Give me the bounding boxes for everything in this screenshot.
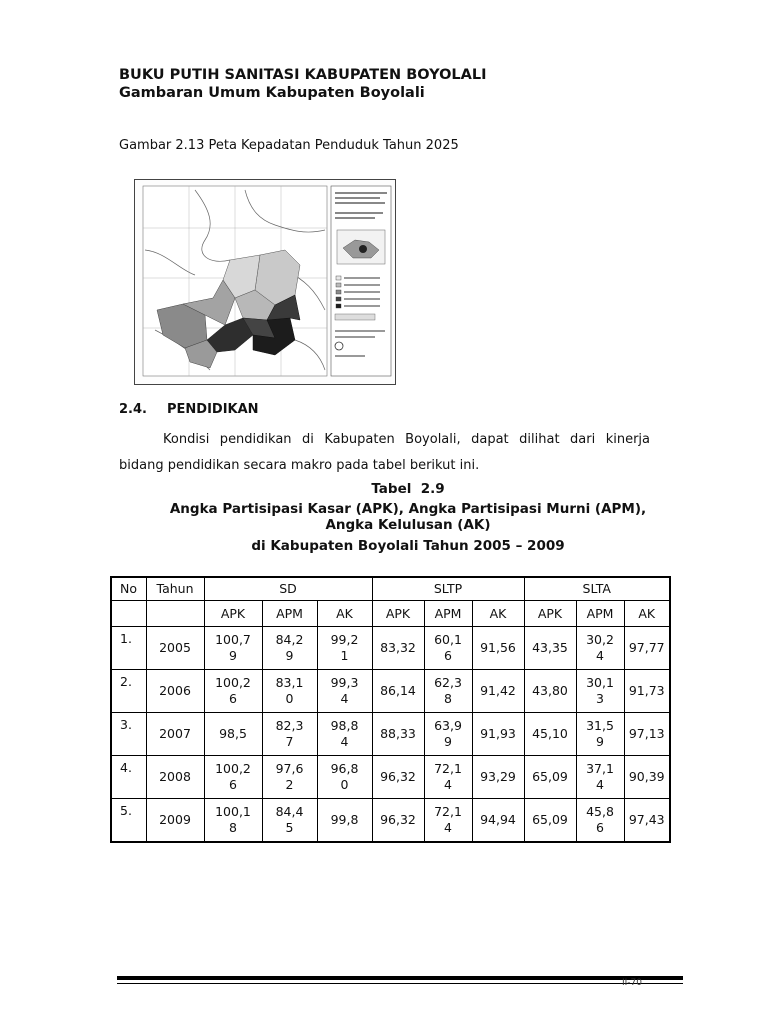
header-sltp: SLTP [372, 577, 524, 601]
map-graphic [135, 180, 395, 384]
row-year: 2009 [146, 799, 204, 843]
value-cell: 96,32 [372, 756, 424, 799]
header-sd: SD [204, 577, 372, 601]
table-caption-title-3: di Kabupaten Boyolali Tahun 2005 – 2009 [251, 538, 565, 554]
value-cell: 99,8 [317, 799, 372, 843]
table-row [111, 799, 670, 843]
body-paragraph [119, 427, 650, 479]
row-number: 2. [111, 670, 146, 713]
row-number: 4. [111, 756, 146, 799]
section-heading [119, 402, 259, 417]
value-cell: 97,6 2 [262, 756, 317, 799]
row-year: 2005 [146, 627, 204, 670]
table-row [111, 627, 670, 670]
table-caption-number: Tabel 2.9 [371, 481, 445, 497]
header-slta: SLTA [524, 577, 670, 601]
value-cell: 99,3 4 [317, 670, 372, 713]
document-header-subtitle: Gambaran Umum Kabupaten Boyolali [119, 85, 425, 101]
row-year: 2007 [146, 713, 204, 756]
footer-rule-thick [117, 976, 683, 980]
value-cell: 100,7 9 [204, 627, 262, 670]
subheader-ak: AK [317, 601, 372, 627]
value-cell: 83,32 [372, 627, 424, 670]
value-cell: 100,2 6 [204, 756, 262, 799]
value-cell: 72,1 4 [424, 756, 472, 799]
value-cell: 97,43 [624, 799, 670, 843]
value-cell: 91,93 [472, 713, 524, 756]
value-cell: 97,77 [624, 627, 670, 670]
value-cell: 30,1 3 [576, 670, 624, 713]
value-cell: 84,2 9 [262, 627, 317, 670]
value-cell: 93,29 [472, 756, 524, 799]
subheader-blank [111, 601, 146, 627]
value-cell: 62,3 8 [424, 670, 472, 713]
document-header-title: BUKU PUTIH SANITASI KABUPATEN BOYOLALI [119, 67, 487, 83]
value-cell: 96,8 0 [317, 756, 372, 799]
value-cell: 30,2 4 [576, 627, 624, 670]
subheader-apk: APK [524, 601, 576, 627]
subheader-ak: AK [472, 601, 524, 627]
page-number: II-70 [622, 978, 643, 988]
value-cell: 91,56 [472, 627, 524, 670]
value-cell: 86,14 [372, 670, 424, 713]
row-number: 5. [111, 799, 146, 843]
table-caption-title-1: Angka Partisipasi Kasar (APK), Angka Partisipasi Murni (APM), [169, 501, 647, 517]
header-no: No [111, 577, 146, 601]
row-year: 2008 [146, 756, 204, 799]
value-cell: 90,39 [624, 756, 670, 799]
subheader-apk: APK [204, 601, 262, 627]
value-cell: 96,32 [372, 799, 424, 843]
row-number: 1. [111, 627, 146, 670]
figure-caption: Gambar 2.13 Peta Kepadatan Penduduk Tahun 2025 [119, 138, 459, 153]
value-cell: 72,1 4 [424, 799, 472, 843]
subheader-apk: APK [372, 601, 424, 627]
value-cell: 37,1 4 [576, 756, 624, 799]
header-tahun: Tahun [146, 577, 204, 601]
value-cell: 94,94 [472, 799, 524, 843]
row-number: 3. [111, 713, 146, 756]
table-row [111, 713, 670, 756]
value-cell: 97,13 [624, 713, 670, 756]
table-row [111, 670, 670, 713]
value-cell: 45,10 [524, 713, 576, 756]
value-cell: 83,1 0 [262, 670, 317, 713]
value-cell: 60,1 6 [424, 627, 472, 670]
value-cell: 98,5 [204, 713, 262, 756]
table-body [111, 627, 670, 843]
value-cell: 82,3 7 [262, 713, 317, 756]
footer-rule-thin [117, 983, 683, 984]
value-cell: 91,42 [472, 670, 524, 713]
value-cell: 100,1 8 [204, 799, 262, 843]
paragraph-line-2: bidang pendidikan secara makro pada tabel berikut ini. [119, 458, 480, 473]
table-header-row [111, 577, 670, 601]
section-title: PENDIDIKAN [167, 402, 259, 417]
table-row [111, 756, 670, 799]
value-cell: 98,8 4 [317, 713, 372, 756]
value-cell: 31,5 9 [576, 713, 624, 756]
value-cell: 43,80 [524, 670, 576, 713]
subheader-apm: APM [262, 601, 317, 627]
value-cell: 100,2 6 [204, 670, 262, 713]
paragraph-line-1: Kondisi pendidikan di Kabupaten Boyolali, dapat dilihat dari kinerja [163, 432, 650, 447]
value-cell: 84,4 5 [262, 799, 317, 843]
value-cell: 91,73 [624, 670, 670, 713]
table-subheader-row [111, 601, 670, 627]
value-cell: 88,33 [372, 713, 424, 756]
value-cell: 63,9 9 [424, 713, 472, 756]
table-caption-title-2: Angka Kelulusan (AK) [325, 517, 491, 533]
subheader-apm: APM [424, 601, 472, 627]
subheader-ak: AK [624, 601, 670, 627]
education-indicators-table [110, 576, 671, 843]
subheader-apm: APM [576, 601, 624, 627]
value-cell: 45,8 6 [576, 799, 624, 843]
value-cell: 65,09 [524, 756, 576, 799]
value-cell: 43,35 [524, 627, 576, 670]
value-cell: 99,2 1 [317, 627, 372, 670]
value-cell: 65,09 [524, 799, 576, 843]
row-year: 2006 [146, 670, 204, 713]
subheader-blank [146, 601, 204, 627]
section-number: 2.4. [119, 402, 147, 417]
population-density-map [134, 179, 396, 385]
